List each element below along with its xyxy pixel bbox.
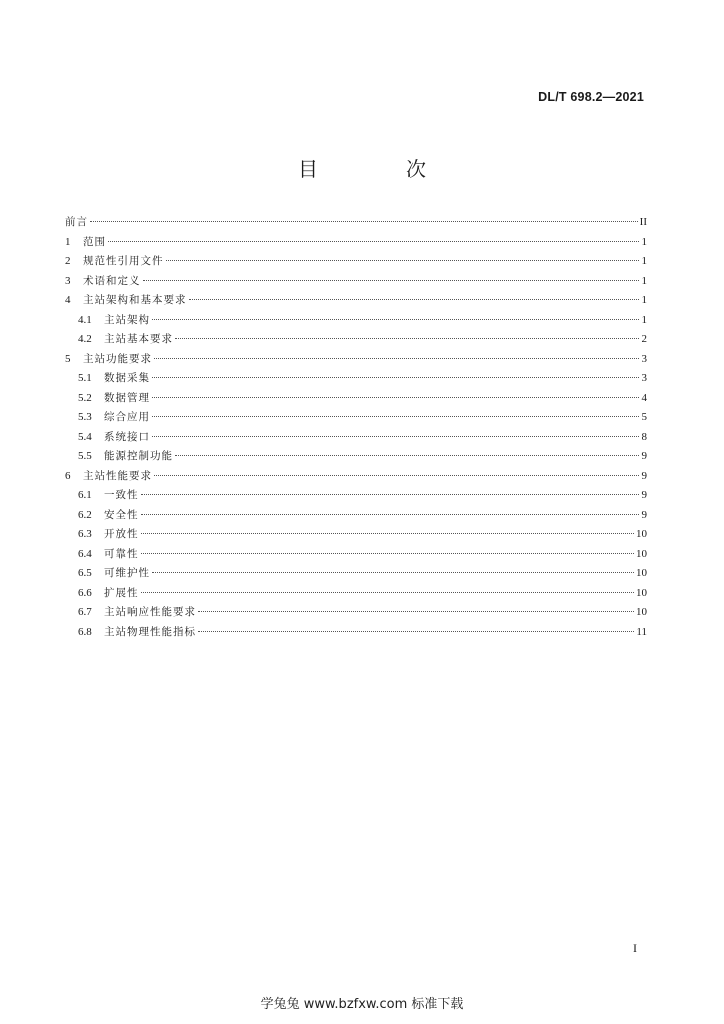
- toc-entry[interactable]: [65, 252, 647, 272]
- toc-leader-dots: [189, 298, 640, 300]
- toc-leader-dots: [198, 610, 634, 612]
- toc-leader-dots: [175, 454, 639, 456]
- toc-entry-label: 主站响应性能要求: [104, 606, 196, 618]
- toc-entry[interactable]: [65, 447, 647, 467]
- toc-entry-page: 10: [636, 586, 647, 599]
- toc-entry-number: 6.6: [78, 586, 92, 599]
- toc-entry-number: 6.7: [78, 606, 92, 618]
- toc-entry-label: 主站性能要求: [83, 469, 152, 482]
- toc-entry-page: 1: [641, 255, 647, 267]
- toc-entry[interactable]: [65, 428, 647, 448]
- toc-entry-number: 4.2: [78, 333, 92, 345]
- watermark-text: 学兔兔 www.bzfxw.com 标准下载: [260, 997, 464, 1012]
- toc-entry-page: 3: [641, 372, 647, 384]
- toc-entry-page: 9: [641, 508, 647, 521]
- toc-entry-number: 5.4: [78, 430, 92, 443]
- toc-entry[interactable]: [65, 623, 647, 643]
- toc-entry-page: 3: [641, 352, 647, 365]
- toc-entry-page: 1: [641, 294, 647, 306]
- toc-entry-page: 9: [641, 469, 647, 482]
- toc-entry[interactable]: [65, 545, 647, 565]
- toc-entry[interactable]: [65, 467, 647, 487]
- toc-entry-label: 系统接口: [104, 430, 150, 443]
- toc-entry-page: 9: [641, 450, 647, 462]
- toc-entry[interactable]: [65, 350, 647, 370]
- toc-leader-dots: [152, 318, 639, 320]
- toc-entry-number: 6.2: [78, 508, 92, 521]
- toc-entry-page: 9: [641, 489, 647, 501]
- toc-entry-label: 主站架构和基本要求: [83, 294, 187, 306]
- toc-entry-number: 5.2: [78, 391, 92, 404]
- toc-entry-number: 6.1: [78, 489, 92, 501]
- toc-leader-dots: [166, 259, 640, 261]
- toc-entry[interactable]: [65, 291, 647, 311]
- toc-entry-number: 3: [65, 274, 71, 287]
- toc-leader-dots: [198, 630, 634, 632]
- toc-leader-dots: [152, 415, 639, 417]
- toc-entry-label: 可维护性: [104, 567, 150, 579]
- toc-entry[interactable]: [65, 506, 647, 526]
- toc-entry-page: 2: [641, 333, 647, 345]
- toc-entry[interactable]: [65, 311, 647, 331]
- toc-entry-number: 2: [65, 255, 71, 267]
- toc-entry-number: 4.1: [78, 313, 92, 326]
- toc-entry-label: 规范性引用文件: [83, 255, 164, 267]
- toc-entry-number: 1: [65, 235, 71, 248]
- toc-entry-page: 11: [636, 625, 647, 638]
- toc-entry-page: 4: [641, 391, 647, 404]
- toc-entry-number: 5.5: [78, 450, 92, 462]
- toc-leader-dots: [152, 435, 639, 437]
- toc-entry[interactable]: [65, 213, 647, 233]
- toc-leader-dots: [141, 513, 640, 515]
- toc-entry-label: 安全性: [104, 508, 139, 521]
- toc-entry-page: 1: [641, 274, 647, 287]
- toc-leader-dots: [152, 396, 639, 398]
- toc-entry[interactable]: [65, 564, 647, 584]
- toc-entry-number: 6.5: [78, 567, 92, 579]
- toc-entry-number: 6.8: [78, 625, 92, 638]
- toc-entry-label: 主站功能要求: [83, 352, 152, 365]
- toc-entry-label: 前言: [65, 216, 88, 228]
- toc-entry-number: 4: [65, 294, 71, 306]
- toc-entry[interactable]: [65, 603, 647, 623]
- toc-entry-page: 10: [636, 606, 647, 618]
- toc-entry-label: 一致性: [104, 489, 139, 501]
- table-of-contents: [65, 213, 647, 642]
- toc-entry-label: 综合应用: [104, 411, 150, 423]
- toc-entry-label: 主站物理性能指标: [104, 625, 196, 638]
- toc-entry-number: 5: [65, 352, 71, 365]
- toc-leader-dots: [141, 552, 635, 554]
- toc-entry-page: 5: [641, 411, 647, 423]
- toc-leader-dots: [141, 532, 635, 534]
- toc-entry-page: 1: [641, 235, 647, 248]
- toc-leader-dots: [152, 376, 639, 378]
- toc-entry-number: 6.3: [78, 528, 92, 540]
- toc-title: 目 次: [298, 157, 460, 181]
- toc-entry[interactable]: [65, 369, 647, 389]
- toc-entry[interactable]: [65, 233, 647, 253]
- toc-entry-number: 5.3: [78, 411, 92, 423]
- toc-entry-label: 范围: [83, 235, 106, 248]
- toc-entry-label: 开放性: [104, 528, 139, 540]
- toc-entry[interactable]: [65, 486, 647, 506]
- toc-leader-dots: [175, 337, 639, 339]
- toc-leader-dots: [154, 474, 639, 476]
- toc-entry[interactable]: [65, 408, 647, 428]
- page-number: I: [633, 941, 637, 955]
- toc-entry-number: 6: [65, 469, 71, 482]
- toc-entry-page: 10: [636, 528, 647, 540]
- toc-leader-dots: [141, 493, 640, 495]
- toc-entry-page: 1: [641, 313, 647, 326]
- toc-leader-dots: [154, 357, 639, 359]
- toc-entry-label: 扩展性: [104, 586, 139, 599]
- toc-entry-label: 可靠性: [104, 547, 139, 560]
- standard-code: DL/T 698.2—2021: [538, 90, 644, 104]
- toc-entry[interactable]: [65, 525, 647, 545]
- toc-leader-dots: [143, 279, 640, 281]
- toc-entry[interactable]: [65, 330, 647, 350]
- toc-entry[interactable]: [65, 389, 647, 409]
- toc-entry-number: 6.4: [78, 547, 92, 560]
- toc-leader-dots: [141, 591, 635, 593]
- toc-entry-label: 主站架构: [104, 313, 150, 326]
- toc-entry-page: 10: [636, 567, 647, 579]
- toc-entry-label: 数据管理: [104, 391, 150, 404]
- toc-entry-label: 主站基本要求: [104, 333, 173, 345]
- toc-entry-label: 数据采集: [104, 372, 150, 384]
- toc-entry-page: 8: [641, 430, 647, 443]
- toc-entry[interactable]: [65, 272, 647, 292]
- toc-leader-dots: [108, 240, 639, 242]
- toc-entry-label: 能源控制功能: [104, 450, 173, 462]
- toc-entry-page: II: [639, 216, 647, 228]
- toc-entry-page: 10: [636, 547, 647, 560]
- toc-leader-dots: [90, 220, 638, 222]
- toc-entry[interactable]: [65, 584, 647, 604]
- toc-entry-number: 5.1: [78, 372, 92, 384]
- toc-leader-dots: [152, 571, 634, 573]
- toc-entry-label: 术语和定义: [83, 274, 141, 287]
